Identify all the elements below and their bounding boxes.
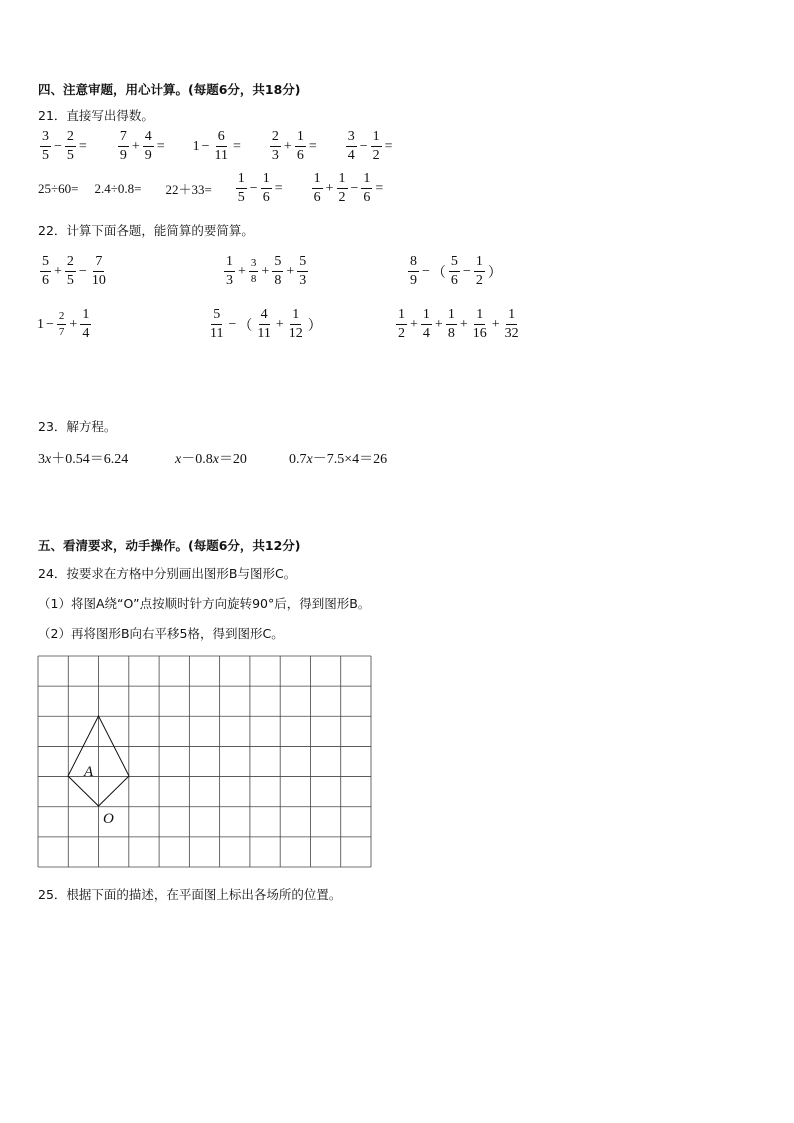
- equation-1: 3x＋0.54＝6.24: [38, 452, 129, 467]
- fraction: $\frac{1}{2}$: [372, 129, 380, 163]
- fraction: $\frac{6}{11}$: [214, 129, 229, 163]
- equation-3: 0.7x－7.5×4＝26: [289, 452, 388, 467]
- fraction: $\frac{1}{6}$: [363, 171, 371, 205]
- q22-expr-5: $\frac{5}{11}$ − （ $\frac{4}{11}$ + $\frac{1}{12}$ ）: [210, 307, 322, 341]
- q21-row-1: $\frac{3}{5}$ − $\frac{2}{5}$ = $\frac{7}{9}$ + $\frac{4}{9}$ = 1 − $\frac{6}{11}$ = $\frac{2}{3}$ + $\frac{1}{6}$ = $\frac{3}{4}$ − $\frac{1}{2}$ =: [42, 129, 393, 163]
- section-4-heading: 四、注意审题，用心计算。(每题6分，共18分): [38, 82, 301, 97]
- question-23: 23．解方程。: [38, 419, 117, 434]
- question-24-part-2: （2）再将图形B向右平移5格，得到图形C。: [38, 626, 284, 641]
- fraction: $\frac{3}{5}$: [42, 129, 49, 163]
- question-21: 21．直接写出得数。: [38, 108, 154, 123]
- fraction: $\frac{1}{2}$: [338, 171, 346, 205]
- fraction: $\frac{2}{3}$: [271, 129, 279, 163]
- question-24-part-1: （1）将图A绕“O”点按顺时针方向旋转90°后，得到图形B。: [38, 596, 371, 611]
- section-5-heading: 五、看清要求，动手操作。(每题6分，共12分): [38, 538, 301, 553]
- fraction: $\frac{3}{4}$: [347, 129, 355, 163]
- q22-expr-3: $\frac{8}{9}$ − （ $\frac{5}{6}$ − $\frac{1}{2}$ ）: [410, 254, 502, 288]
- fraction: $\frac{1}{6}$: [296, 129, 304, 163]
- q21-row-2: 25÷60= 2.4÷0.8= 22＋33= $\frac{1}{5}$ − $\frac{1}{6}$ = $\frac{1}{6}$ + $\frac{1}{2}$ − $\frac{1}{6}$ =: [38, 171, 384, 205]
- question-25: 25．根据下面的描述，在平面图上标出各场所的位置。: [38, 887, 342, 902]
- q22-expr-2: $\frac{1}{3}$ + $\frac{3}{8}$ + $\frac{5}{8}$ + $\frac{5}{3}$: [226, 254, 307, 288]
- calc-item: 22＋33=: [165, 182, 212, 197]
- label-o: O: [103, 811, 114, 827]
- calc-item: 2.4÷0.8=: [94, 180, 142, 196]
- fraction: $\frac{7}{9}$: [119, 129, 127, 163]
- q22-expr-1: $\frac{5}{6}$ + $\frac{2}{5}$ − $\frac{7}{10}$: [42, 254, 106, 288]
- equation-2: x－0.8x＝20: [175, 452, 247, 467]
- calc-item: 25÷60=: [38, 180, 79, 196]
- question-24: 24．按要求在方格中分别画出图形B与图形C。: [38, 566, 297, 581]
- fraction: $\frac{1}{6}$: [262, 171, 270, 205]
- question-22: 22．计算下面各题，能简算的要简算。: [38, 223, 254, 238]
- fraction: $\frac{1}{5}$: [237, 171, 245, 205]
- label-a: A: [84, 764, 94, 780]
- fraction: $\frac{1}{6}$: [313, 171, 321, 205]
- q22-expr-4: 1 − $\frac{2}{7}$ + $\frac{1}{4}$: [37, 307, 90, 341]
- fraction: $\frac{2}{5}$: [66, 129, 74, 163]
- square-grid[interactable]: [37, 655, 374, 870]
- q22-expr-6: $\frac{1}{2}$ + $\frac{1}{4}$ + $\frac{1}{8}$ + $\frac{1}{16}$ + $\frac{1}{32}$: [398, 307, 519, 341]
- fraction: $\frac{4}{9}$: [144, 129, 152, 163]
